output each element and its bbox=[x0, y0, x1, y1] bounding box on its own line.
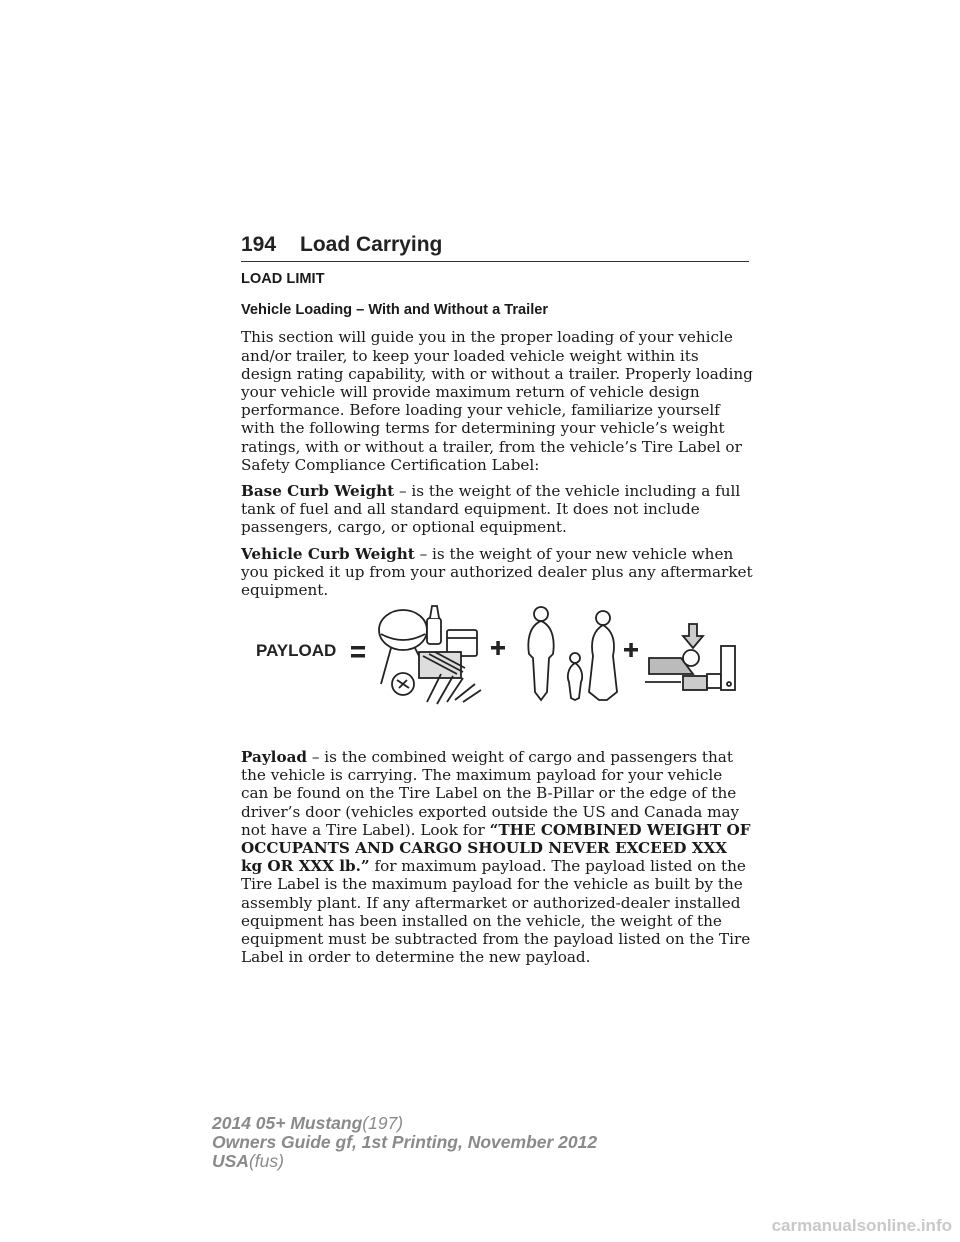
payload-term: Payload bbox=[241, 748, 308, 766]
footer-line-2: Owners Guide gf, 1st Printing, November 2012 bbox=[212, 1132, 598, 1152]
payload-label: PAYLOAD bbox=[256, 641, 337, 660]
footer-line-3 bbox=[212, 1152, 597, 1171]
base-curb-weight-paragraph bbox=[241, 482, 753, 537]
main-content bbox=[241, 270, 753, 607]
cargo-icon bbox=[379, 606, 481, 704]
subsection-heading: Vehicle Loading – With and Without a Trailer bbox=[241, 302, 549, 319]
vehicle-curb-weight-paragraph bbox=[241, 545, 753, 600]
document-footer bbox=[212, 1114, 597, 1171]
payload-illustration bbox=[241, 596, 753, 714]
base-curb-weight-term: Base Curb Weight bbox=[241, 482, 395, 501]
payload-section bbox=[241, 748, 753, 974]
equals-icon bbox=[351, 646, 365, 658]
section-heading: LOAD LIMIT bbox=[241, 271, 325, 287]
footer-page-ref: (197) bbox=[362, 1113, 404, 1133]
intro-paragraph: This section will guide you in the proper loading of your vehicle and/or trailer, to keep your loaded vehicle weight within its design rating capability, with or without a trailer. Properly loading your vehicle will provide maximum return of vehicle design performance. Before loading your vehicle, familiarize yourself with the following terms for determining your vehicle’s weight ratings, with or without a trailer, from the vehicle’s Tire Label or Safety Compliance Certification Label: bbox=[241, 328, 753, 474]
vehicle-curb-weight-definition: – is the weight of your new vehicle when you picked it up from your authorized dealer plus any aftermarket equipment. bbox=[241, 544, 753, 600]
base-curb-weight-definition: – is the weight of the vehicle including a full tank of fuel and all standard equipment. It does not include passengers, cargo, or optional equipment. bbox=[241, 482, 741, 537]
plus-icon bbox=[624, 643, 638, 657]
page-title: Load Carrying bbox=[300, 233, 443, 256]
page-header bbox=[241, 233, 749, 262]
footer-region-code: (fus) bbox=[248, 1151, 284, 1171]
footer-model: 2014 05+ Mustang bbox=[212, 1113, 363, 1133]
passengers-icon bbox=[528, 607, 617, 700]
trailer-hitch-icon bbox=[645, 624, 735, 690]
payload-definition: – is the combined weight of cargo and passengers that the vehicle is carrying. The maximum payload for your vehicle can be found on the Tire Label on the B-Pillar or the edge of the driver’s door (vehicles exported outside the US and Canada may not have a Tire Label). Look for bbox=[241, 748, 740, 839]
page-number: 194 bbox=[241, 233, 277, 256]
payload-figure bbox=[241, 596, 753, 714]
plus-icon bbox=[491, 641, 505, 655]
payload-warning-quote: “THE COMBINED WEIGHT OF OCCUPANTS AND CARGO SHOULD NEVER EXCEED XXX kg OR XXX lb.” bbox=[241, 820, 751, 876]
vehicle-curb-weight-term: Vehicle Curb Weight bbox=[241, 544, 415, 563]
footer-line-1 bbox=[212, 1114, 597, 1133]
payload-paragraph bbox=[241, 748, 753, 966]
footer-region: USA bbox=[212, 1151, 249, 1171]
payload-definition-continued: for maximum payload. The payload listed on the Tire Label is the maximum payload for the vehicle as built by the assembly plant. If any aftermarket or authorized-dealer installed equipment has been installed on the vehicle, the weight of the equipment must be subtracted from the payload listed on the Tire Label in order to determine the new payload. bbox=[241, 857, 751, 967]
watermark: carmanualsonline.info bbox=[771, 1216, 952, 1235]
